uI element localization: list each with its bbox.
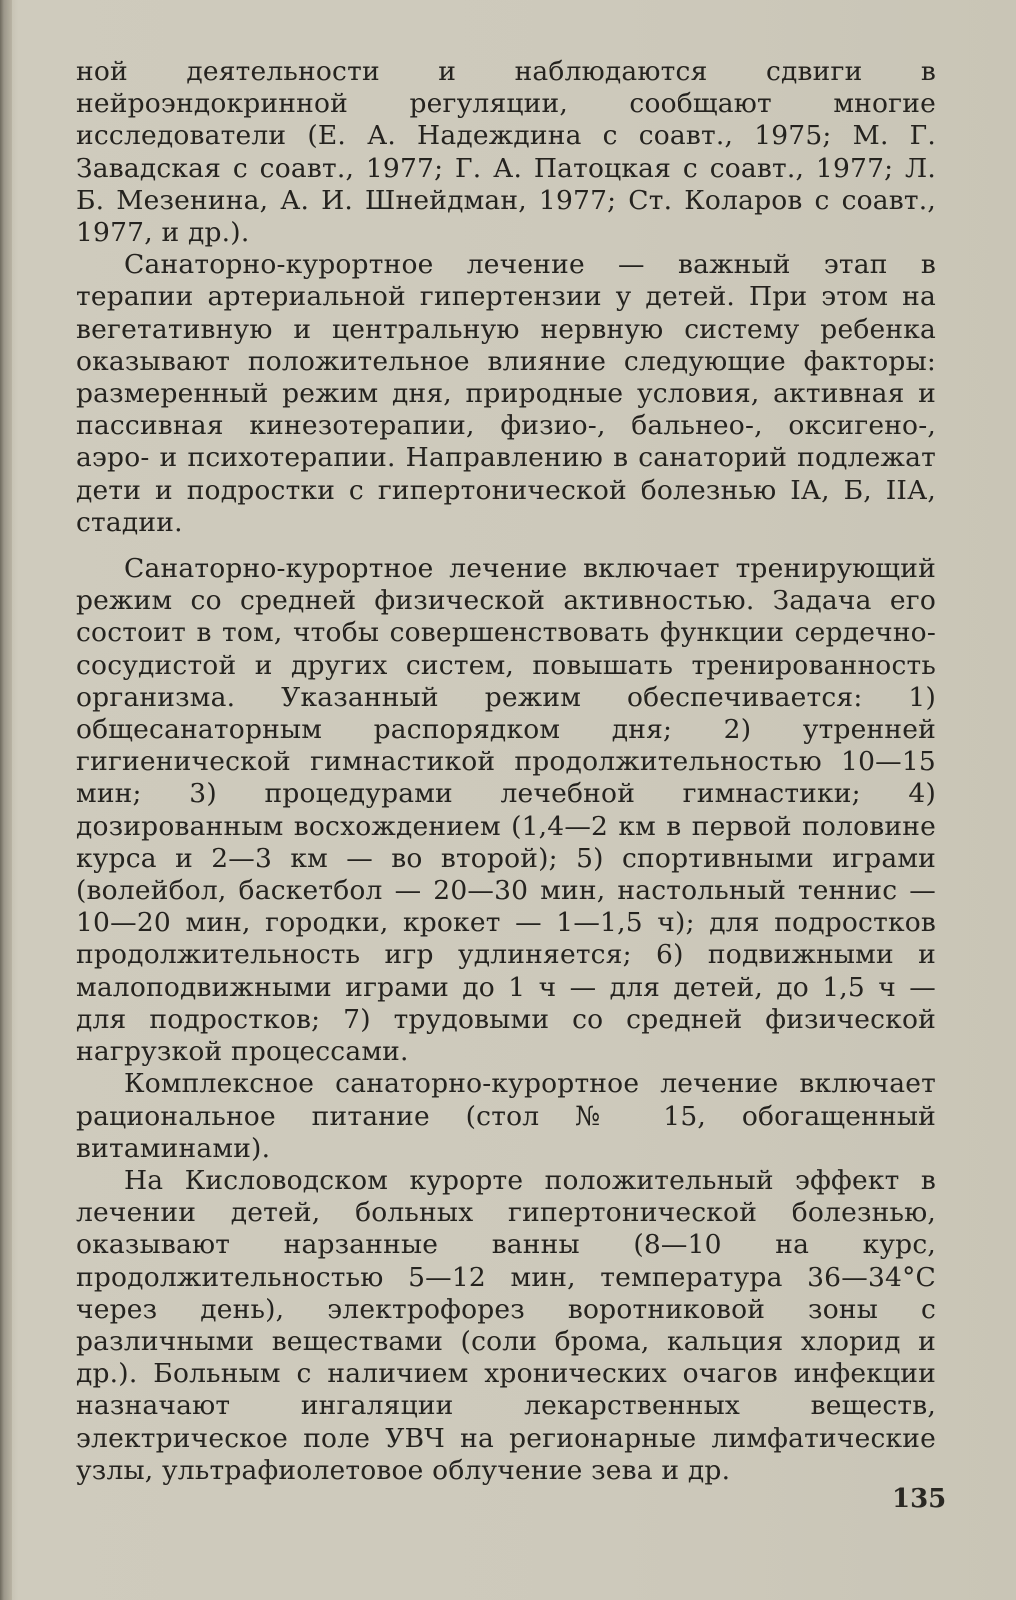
paragraph-kislovodsk-resort: На Кисловодском курорте положительный эффект в лечении детей, больных гипертонической болезнью, оказывают нарзанные ванны (8—10 на курс, продолжительностью 5—12 мин, температура 36—34°С через день), электрофорез воротниковой зоны с различными веществами (соли брома, кальция хлорид и др.). Больным с наличием хронических очагов инфекции назначают ингаляции лекарственных веществ, электрическое поле УВЧ на регионарные лимфатические узлы, ультрафиолетовое облучение зева и др. [76, 1164, 936, 1486]
page-number: 135 [892, 1484, 947, 1514]
paragraph-sanatorium-treatment: Санаторно-курортное лечение — важный этап в терапии артериальной гипертензии у детей. При этом на вегетативную и центральную нервную систему ребенка оказывают положительное влияние следующие факторы: размеренный режим дня, природные условия, активная и пассивная кинезотерапии, физио-, бальнео-, оксигено-, аэро- и психотерапии. Направлению в санаторий подлежат дети и подростки с гипертонической болезнью IА, Б, IIА, стадии. [76, 249, 936, 538]
paragraph-continuation: ной деятельности и наблюдаются сдвиги в нейроэндокринной регуляции, сообщают многие исследователи (Е. А. Надеждина с соавт., 1975; М. Г. Завадская с соавт., 1977; Г. А. Патоцкая с соавт., 1977; Л. Б. Мезенина, А. И. Шнейдман, 1977; Ст. Коларов с соавт., 1977, и др.). [76, 56, 936, 249]
paragraph-nutrition: Комплексное санаторно-курортное лечение включает рациональное питание (стол № 15, обогащенный витаминами). [76, 1068, 936, 1164]
page-body-text [76, 56, 936, 1487]
book-binding-edge [0, 0, 12, 1600]
paragraph-training-regime: Санаторно-курортное лечение включает тренирующий режим со средней физической активностью. Задача его состоит в том, чтобы совершенствовать функции сердечно-сосудистой и других систем, повышать тренированность организма. Указанный режим обеспечивается: 1) общесанаторным распорядком дня; 2) утренней гигиенической гимнастикой продолжительностью 10—15 мин; 3) процедурами лечебной гимнастики; 4) дозированным восхождением (1,4—2 км в первой половине курса и 2—3 км — во второй); 5) спортивными играми (волейбол, баскетбол — 20—30 мин, настольный теннис — 10—20 мин, городки, крокет — 1—1,5 ч); для подростков продолжительность игр удлиняется; 6) подвижными и малоподвижными играми до 1 ч — для детей, до 1,5 ч — для подростков; 7) трудовыми со средней физической нагрузкой процессами. [76, 553, 936, 1068]
